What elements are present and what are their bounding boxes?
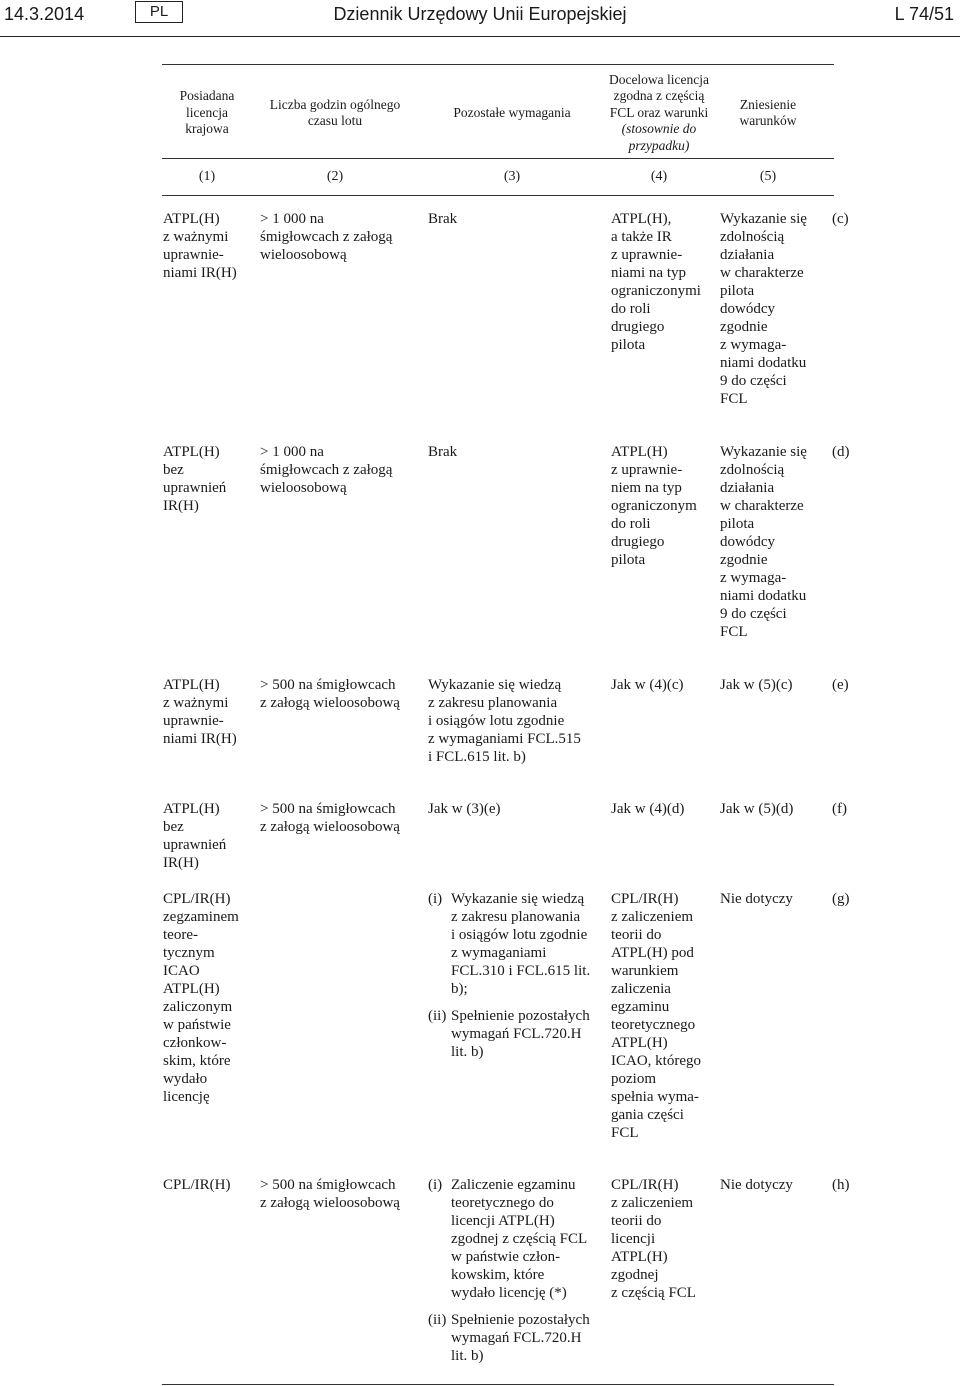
column-number: (3)	[503, 169, 521, 184]
cell-removal-of-conditions: Nie dotyczy	[720, 1177, 793, 1193]
cell-national-licence: ATPL(H) z ważnymi uprawnie- niami IR(H)	[163, 677, 237, 747]
column-header-national-licence: Posiadana licencja krajowa	[179, 88, 235, 137]
cell-removal-of-conditions: Jak w (5)(d)	[720, 801, 794, 817]
cell-row-label: (c)	[832, 211, 849, 227]
cell-national-licence: CPL/IR(H)	[163, 1177, 231, 1193]
cell-removal-of-conditions: Wykazanie się zdolnością działania w charakterze pilota dowódcy zgodnie z wymaga- niami dodatku 9 do części FCL	[720, 444, 807, 640]
cell-row-label: (h)	[832, 1177, 850, 1193]
publication-date: 14.3.2014	[4, 4, 85, 24]
table-top-rule	[162, 64, 834, 65]
header-divider	[0, 36, 960, 37]
page-header	[0, 0, 960, 36]
cell-other-requirements	[428, 890, 606, 1070]
journal-title: Dziennik Urzędowy Unii Europejskiej	[333, 4, 627, 24]
cell-target-licence: CPL/IR(H) z zaliczeniem teorii do licencji ATPL(H) zgodnej z częścią FCL	[611, 1177, 696, 1301]
cell-other-requirements	[428, 1176, 606, 1374]
cell-national-licence: ATPL(H) bez uprawnień IR(H)	[163, 801, 227, 871]
cell-other-requirements: Brak	[428, 444, 458, 460]
cell-removal-of-conditions: Wykazanie się zdolnością działania w charakterze pilota dowódcy zgodnie z wymaga- niami dodatku 9 do części FCL	[720, 211, 807, 407]
table-bottom-rule	[162, 1384, 834, 1385]
cell-flight-hours: > 500 na śmigłowcach z załogą wieloosobową	[260, 677, 400, 711]
cell-target-licence: CPL/IR(H) z zaliczeniem teorii do ATPL(H) pod warunkiem zaliczenia egzaminu teoretycznego ATPL(H) ICAO, którego poziom spełnia wyma- gania części FCL	[611, 891, 701, 1141]
column-number: (1)	[198, 169, 216, 184]
cell-row-label: (g)	[832, 891, 850, 907]
column-number: (5)	[759, 169, 777, 184]
cell-target-licence: ATPL(H) z uprawnie- niem na typ ograniczonym do roli drugiego pilota	[611, 444, 697, 568]
column-header-flight-hours: Liczba godzin ogólnego czasu lotu	[269, 96, 401, 128]
language-badge: PL	[135, 1, 183, 23]
cell-row-label: (d)	[832, 444, 850, 460]
column-header-removal-of-conditions: Zniesienie warunków	[739, 96, 797, 128]
list-item: (i) Wykazanie się wiedzą z zakresu planowania i osiągów lotu zgodnie z wymaganiami FCL.310 i FCL.615 lit. b);	[428, 891, 591, 997]
cell-removal-of-conditions: Nie dotyczy	[720, 891, 793, 907]
cell-target-licence: Jak w (4)(c)	[611, 677, 684, 693]
cell-flight-hours: > 500 na śmigłowcach z załogą wieloosobową	[260, 801, 400, 835]
cell-flight-hours: > 1 000 na śmigłowcach z załogą wieloosobową	[260, 211, 393, 263]
cell-row-label: (e)	[832, 677, 849, 693]
column-header-note: (stosownie do przypadku)	[621, 121, 697, 153]
column-number: (4)	[650, 169, 668, 184]
cell-flight-hours: > 500 na śmigłowcach z załogą wieloosobową	[260, 1177, 400, 1211]
cell-target-licence: ATPL(H), a także IR z uprawnie- niami na typ ograniczonymi do roli drugiego pilota	[611, 211, 701, 353]
page-number: L 74/51	[894, 4, 954, 24]
list-item: (ii) Spełnienie pozostałych wymagań FCL.720.H lit. b)	[428, 1312, 590, 1364]
column-header-other-requirements: Pozostałe wymagania	[453, 104, 571, 120]
table-header-rule	[162, 158, 834, 159]
column-number: (2)	[326, 169, 344, 184]
list-item: (ii) Spełnienie pozostałych wymagań FCL.720.H lit. b)	[428, 1008, 590, 1060]
cell-national-licence: ATPL(H) bez uprawnień IR(H)	[163, 444, 227, 514]
table-numbers-rule	[162, 195, 834, 196]
cell-other-requirements: Jak w (3)(e)	[428, 801, 501, 817]
cell-national-licence: CPL/IR(H) zegzaminem teore- tycznym ICAO ATPL(H) zaliczonym w państwie członkow- skim, które wydało licencję	[163, 891, 239, 1105]
cell-row-label: (f)	[832, 801, 847, 817]
cell-target-licence: Jak w (4)(d)	[611, 801, 685, 817]
cell-flight-hours: > 1 000 na śmigłowcach z załogą wieloosobową	[260, 444, 393, 496]
column-header-target-licence: Docelowa licencja zgodna z częścią FCL oraz warunki (stosownie do przypadku)	[600, 72, 718, 154]
cell-national-licence: ATPL(H) z ważnymi uprawnie- niami IR(H)	[163, 211, 237, 281]
cell-other-requirements: Brak	[428, 211, 458, 227]
cell-other-requirements: Wykazanie się wiedzą z zakresu planowania i osiągów lotu zgodnie z wymaganiami FCL.515 i FCL.615 lit. b)	[428, 677, 581, 765]
cell-removal-of-conditions: Jak w (5)(c)	[720, 677, 793, 693]
list-item: (i) Zaliczenie egzaminu teoretycznego do licencji ATPL(H) zgodnej z częścią FCL w państwie człon- kowskim, które wydało licencję (*)	[428, 1177, 588, 1301]
